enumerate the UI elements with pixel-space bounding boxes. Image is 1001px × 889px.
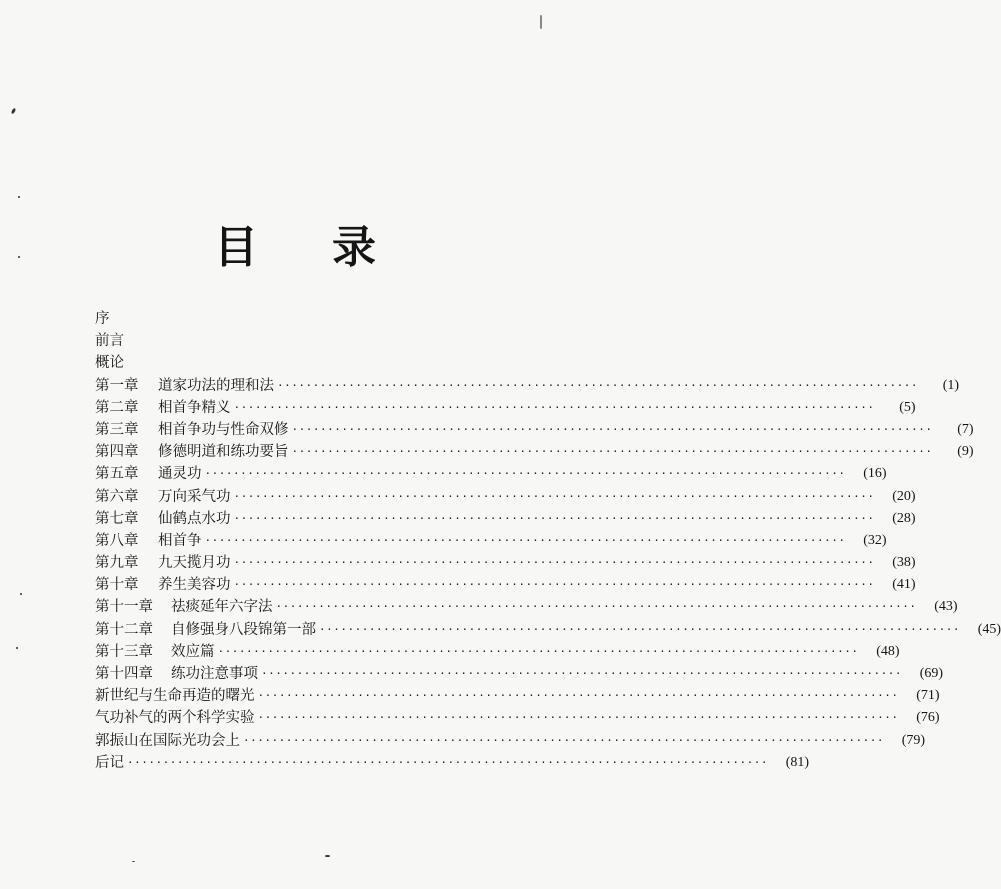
chapter-number: 第五章 <box>95 466 139 483</box>
toc-entry-foreword <box>95 330 505 352</box>
toc-entry-chapter-8 <box>95 530 887 552</box>
toc-entry-chapter-11 <box>95 596 958 618</box>
chapter-number: 第九章 <box>95 555 139 572</box>
toc-entry-chapter-12 <box>95 619 1001 641</box>
toc-entry-afterword <box>95 752 810 774</box>
scan-speck <box>18 196 20 198</box>
page-number: (32) <box>863 532 887 548</box>
toc-entry-chapter-6 <box>95 486 916 508</box>
chapter-number: 第十二章 <box>95 621 153 638</box>
toc-entry-chapter-14 <box>95 663 944 685</box>
dot-leader: ·························································································· <box>204 467 846 481</box>
chapter-title: 仙鹤点水功 <box>158 510 231 527</box>
dot-leader: ·························································································· <box>257 689 899 703</box>
chapter-title: 修德明道和练功要旨 <box>158 444 289 461</box>
chapter-number: 第十三章 <box>95 643 153 660</box>
page-number: (1) <box>942 377 960 393</box>
toc-entry-overview <box>95 352 505 374</box>
scan-speck <box>18 256 20 258</box>
toc-entry-chapter-5 <box>95 463 887 485</box>
scan-speck <box>325 855 330 857</box>
page-number: (41) <box>892 577 916 593</box>
chapter-number: 第七章 <box>95 510 139 527</box>
dot-leader: ·························································································· <box>233 556 875 570</box>
chapter-title: 九天揽月功 <box>158 555 231 572</box>
toc-entry-extra-3 <box>95 730 926 752</box>
scan-speck <box>132 861 135 862</box>
dot-leader: ·························································································· <box>217 644 859 658</box>
chapter-title: 自修强身八段锦第一部 <box>171 621 316 638</box>
dot-leader: ·························································································· <box>291 422 933 436</box>
page-number: (79) <box>901 732 926 748</box>
chapter-number: 第四章 <box>95 444 139 461</box>
toc-entry-extra-1 <box>95 685 940 707</box>
dot-leader: ·························································································· <box>233 400 875 414</box>
page-title <box>0 218 549 278</box>
page-number: (45) <box>977 621 1001 637</box>
chapter-number: 第十四章 <box>95 666 153 682</box>
chapter-title: 通灵功 <box>158 466 202 483</box>
page-number: (9) <box>957 444 974 460</box>
page-number: (28) <box>892 510 916 526</box>
chapter-title: 相首争精义 <box>158 399 231 416</box>
page-number: (5) <box>899 399 916 415</box>
page-number: (7) <box>957 421 974 437</box>
chapter-number: 第二章 <box>95 399 139 416</box>
scan-speck <box>16 647 18 649</box>
toc-entry-label: 后记 <box>95 754 124 771</box>
scan-speck <box>11 108 17 115</box>
dot-leader: ·························································································· <box>127 755 769 769</box>
dot-leader: ·························································································· <box>233 511 875 525</box>
dot-leader: ·························································································· <box>233 578 875 592</box>
table-of-contents <box>95 308 1001 774</box>
chapter-title: 相首争功与性命双修 <box>158 421 289 438</box>
toc-entry-label: 概论 <box>95 355 124 372</box>
toc-entry-chapter-13 <box>95 641 900 663</box>
toc-entry-chapter-9 <box>95 552 916 574</box>
page-number: (76) <box>916 710 940 726</box>
toc-entry-chapter-4 <box>95 441 974 463</box>
toc-entry-label: 郭振山在国际光功会上 <box>95 732 240 749</box>
chapter-title: 万向采气功 <box>158 488 231 505</box>
dot-leader: ·························································································· <box>275 600 917 614</box>
chapter-title: 道家功法的理和法 <box>158 377 274 394</box>
scan-speck <box>540 15 542 29</box>
toc-entry-label: 气功补气的两个科学实验 <box>95 710 255 727</box>
toc-entry-chapter-3 <box>95 419 974 441</box>
chapter-title: 效应篇 <box>171 643 215 660</box>
page-number: (48) <box>876 643 900 659</box>
page-number: (38) <box>892 555 916 571</box>
page-number: (16) <box>863 466 887 482</box>
toc-entry-extra-2 <box>95 707 940 729</box>
dot-leader: ·························································································· <box>261 667 903 680</box>
dot-leader: ·························································································· <box>233 489 875 503</box>
toc-entry-preface <box>95 308 505 330</box>
title-char-2: 录 <box>332 222 376 273</box>
chapter-number: 第十章 <box>95 577 139 594</box>
chapter-number: 第八章 <box>95 532 139 549</box>
chapter-title: 养生美容功 <box>158 577 231 594</box>
chapter-title: 相首争 <box>158 532 202 549</box>
toc-entry-chapter-10 <box>95 574 916 596</box>
page-number: (43) <box>934 599 958 615</box>
title-char-1: 目 <box>214 222 258 273</box>
chapter-title: 祛痰延年六字法 <box>171 599 273 616</box>
toc-entry-chapter-2 <box>95 397 916 419</box>
chapter-number: 第一章 <box>95 377 139 394</box>
dot-leader: ·························································································· <box>291 445 933 459</box>
toc-entry-label: 前言 <box>95 333 124 350</box>
chapter-number: 第六章 <box>95 488 139 505</box>
page-number: (69) <box>919 666 944 681</box>
page-number: (71) <box>916 688 940 704</box>
chapter-number: 第十一章 <box>95 599 153 616</box>
page-number: (81) <box>785 754 810 770</box>
dot-leader: ·························································································· <box>257 711 899 725</box>
toc-entry-chapter-7 <box>95 508 916 530</box>
toc-entry-label: 序 <box>95 311 110 327</box>
page-number: (20) <box>892 488 916 504</box>
chapter-number: 第三章 <box>95 421 139 438</box>
scan-speck <box>20 593 22 595</box>
dot-leader: ·························································································· <box>319 622 961 636</box>
chapter-title: 练功注意事项 <box>171 666 258 682</box>
toc-entry-chapter-1 <box>95 375 960 397</box>
toc-entry-label: 新世纪与生命再造的曙光 <box>95 688 255 705</box>
dot-leader: ·························································································· <box>277 378 919 392</box>
dot-leader: ·························································································· <box>204 533 846 547</box>
dot-leader: ·························································································· <box>243 733 885 747</box>
